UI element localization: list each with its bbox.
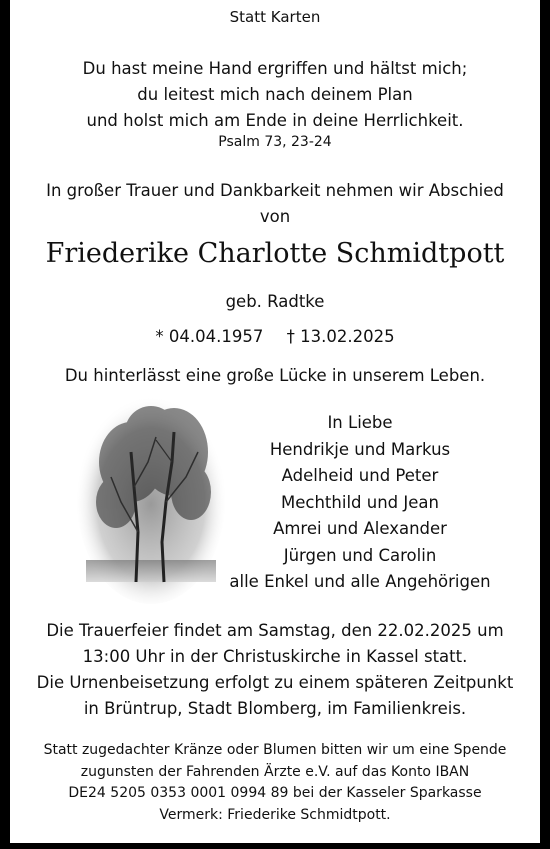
intro-line: In großer Trauer und Dankbarkeit nehmen wir Abschied xyxy=(46,181,504,200)
deceased-name: Friederike Charlotte Schmidtpott xyxy=(45,238,505,269)
intro-text xyxy=(10,178,540,230)
farewell-text: Du hinterlässt eine große Lücke in unserem Leben. xyxy=(64,366,486,385)
intro-line: von xyxy=(259,207,291,226)
life-dates xyxy=(10,327,540,346)
mourner-line: Hendrikje und Markus xyxy=(269,439,451,459)
mourner-line: In Liebe xyxy=(327,413,393,432)
mourners-list xyxy=(180,410,540,596)
mourner-line: Jürgen und Carolin xyxy=(283,545,437,565)
donation-line: zugunsten der Fahrenden Ärzte e.V. auf das Konto IBAN xyxy=(80,763,470,780)
ceremony-line: Die Urnenbeisetzung erfolgt zu einem späteren Zeitpunkt xyxy=(36,673,514,692)
header-text: Statt Karten xyxy=(229,8,321,26)
verse-line: und holst mich am Ende in deine Herrlichkeit. xyxy=(86,111,464,130)
donation-line: Statt zugedachter Kränze oder Blumen bitten wir um eine Spende xyxy=(43,742,507,758)
birth-date: * 04.04.1957 xyxy=(155,327,264,346)
ceremony-line: in Brüntrup, Stadt Blomberg, im Familienkreis. xyxy=(83,699,467,718)
bible-verse xyxy=(10,56,540,134)
death-date: † 13.02.2025 xyxy=(286,327,395,346)
psalm-reference: Psalm 73, 23-24 xyxy=(218,134,332,150)
ceremony-info xyxy=(10,618,540,722)
verse-line: du leitest mich nach deinem Plan xyxy=(137,85,413,104)
mourner-line: Mechthild und Jean xyxy=(281,492,439,512)
donation-line: DE24 5205 0353 0001 0994 89 bei der Kasseler Sparkasse xyxy=(68,785,482,801)
ceremony-line: Die Trauerfeier findet am Samstag, den 22.02.2025 um xyxy=(46,621,504,640)
verse-line: Du hast meine Hand ergriffen und hältst mich; xyxy=(82,59,468,78)
donation-info xyxy=(10,740,540,826)
ceremony-line: 13:00 Uhr in der Christuskirche in Kassel statt. xyxy=(82,647,468,666)
mourner-line: Amrei und Alexander xyxy=(273,519,447,538)
donation-line: Vermerk: Friederike Schmidtpott. xyxy=(159,806,391,823)
maiden-name: geb. Radtke xyxy=(225,292,325,311)
mourner-line: Adelheid und Peter xyxy=(281,466,439,485)
mourner-line: alle Enkel und alle Angehörigen xyxy=(229,572,491,591)
